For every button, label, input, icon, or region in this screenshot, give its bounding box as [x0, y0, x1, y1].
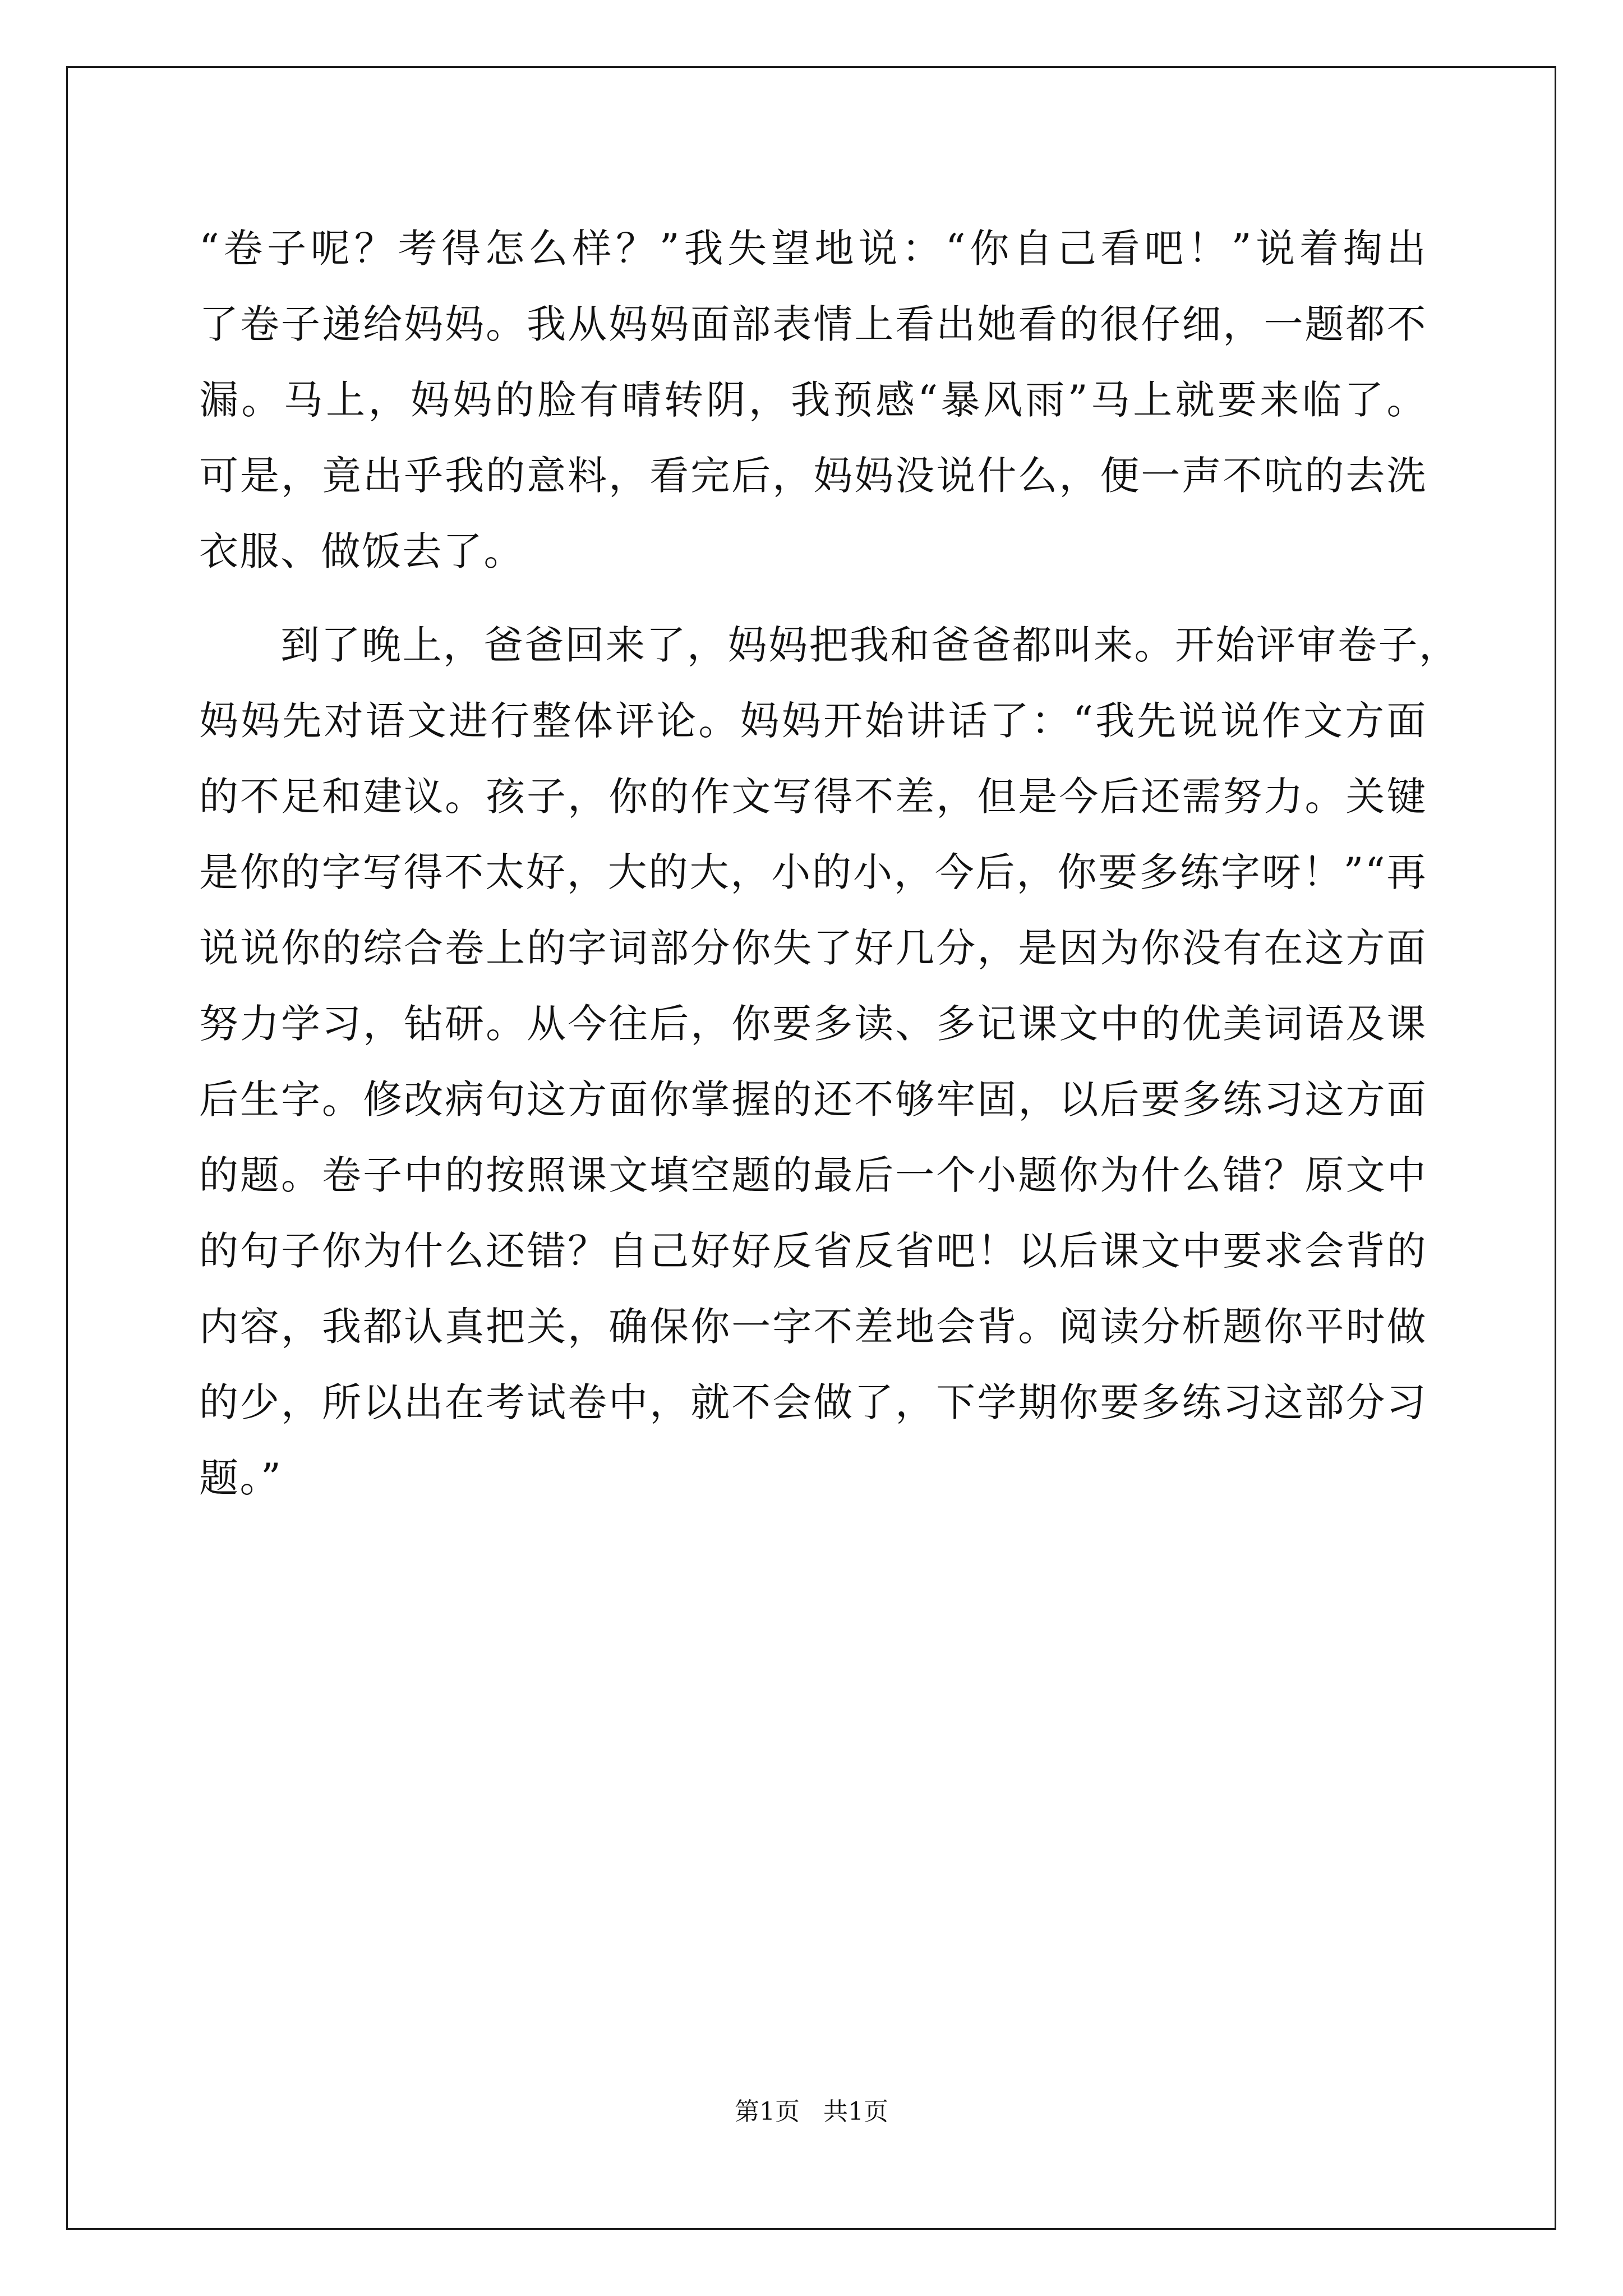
- paragraph-2-line-1: 到了晚上，爸爸回来了，妈妈把我和爸爸都叫来。开始评审卷子，: [280, 622, 1460, 668]
- paragraph-1-line-4: 可是，竟出乎我的意料，看完后，妈妈没说什么，便一声不吭的去洗: [199, 453, 1427, 499]
- paragraph-1-line-3: 漏。马上，妈妈的脸有晴转阴，我预感“暴风雨”马上就要来临了。: [199, 377, 1427, 423]
- page-footer: 第1页 共1页: [735, 2097, 888, 2126]
- paragraph-1-line-2: 了卷子递给妈妈。我从妈妈面部表情上看出她看的很仔细，一题都不: [199, 301, 1427, 347]
- paragraph-2-line-2: 妈妈先对语文进行整体评论。妈妈开始讲话了：“我先说说作文方面: [199, 698, 1427, 744]
- paragraph-2-line-6: 努力学习，钻研。从今往后，你要多读、多记课文中的优美词语及课: [199, 1001, 1427, 1047]
- paragraph-2-line-4: 是你的字写得不太好，大的大，小的小，今后，你要多练字呀！”“再: [199, 849, 1427, 895]
- paragraph-2-line-11: 的少，所以出在考试卷中，就不会做了，下学期你要多练习这部分习: [199, 1379, 1427, 1425]
- paragraph-2-line-7: 后生字。修改病句这方面你掌握的还不够牢固，以后要多练习这方面: [199, 1076, 1427, 1122]
- paragraph-2-line-3: 的不足和建议。孩子，你的作文写得不差，但是今后还需努力。关键: [199, 774, 1427, 820]
- paragraph-2-line-9: 的句子你为什么还错？自己好好反省反省吧！以后课文中要求会背的: [199, 1228, 1427, 1274]
- paragraph-2-line-5: 说说你的综合卷上的字词部分你失了好几分，是因为你没有在这方面: [199, 925, 1427, 971]
- paragraph-2-line-10: 内容，我都认真把关，确保你一字不差地会背。阅读分析题你平时做: [199, 1304, 1427, 1350]
- paragraph-2-line-8: 的题。卷子中的按照课文填空题的最后一个小题你为什么错？原文中: [199, 1152, 1427, 1198]
- paragraph-2-line-12: 题。”: [199, 1455, 283, 1501]
- paragraph-1-line-1: “卷子呢？考得怎么样？”我失望地说：“你自己看吧！”说着掏出: [199, 226, 1427, 272]
- paragraph-1-line-5: 衣服、做饭去了。: [199, 528, 524, 574]
